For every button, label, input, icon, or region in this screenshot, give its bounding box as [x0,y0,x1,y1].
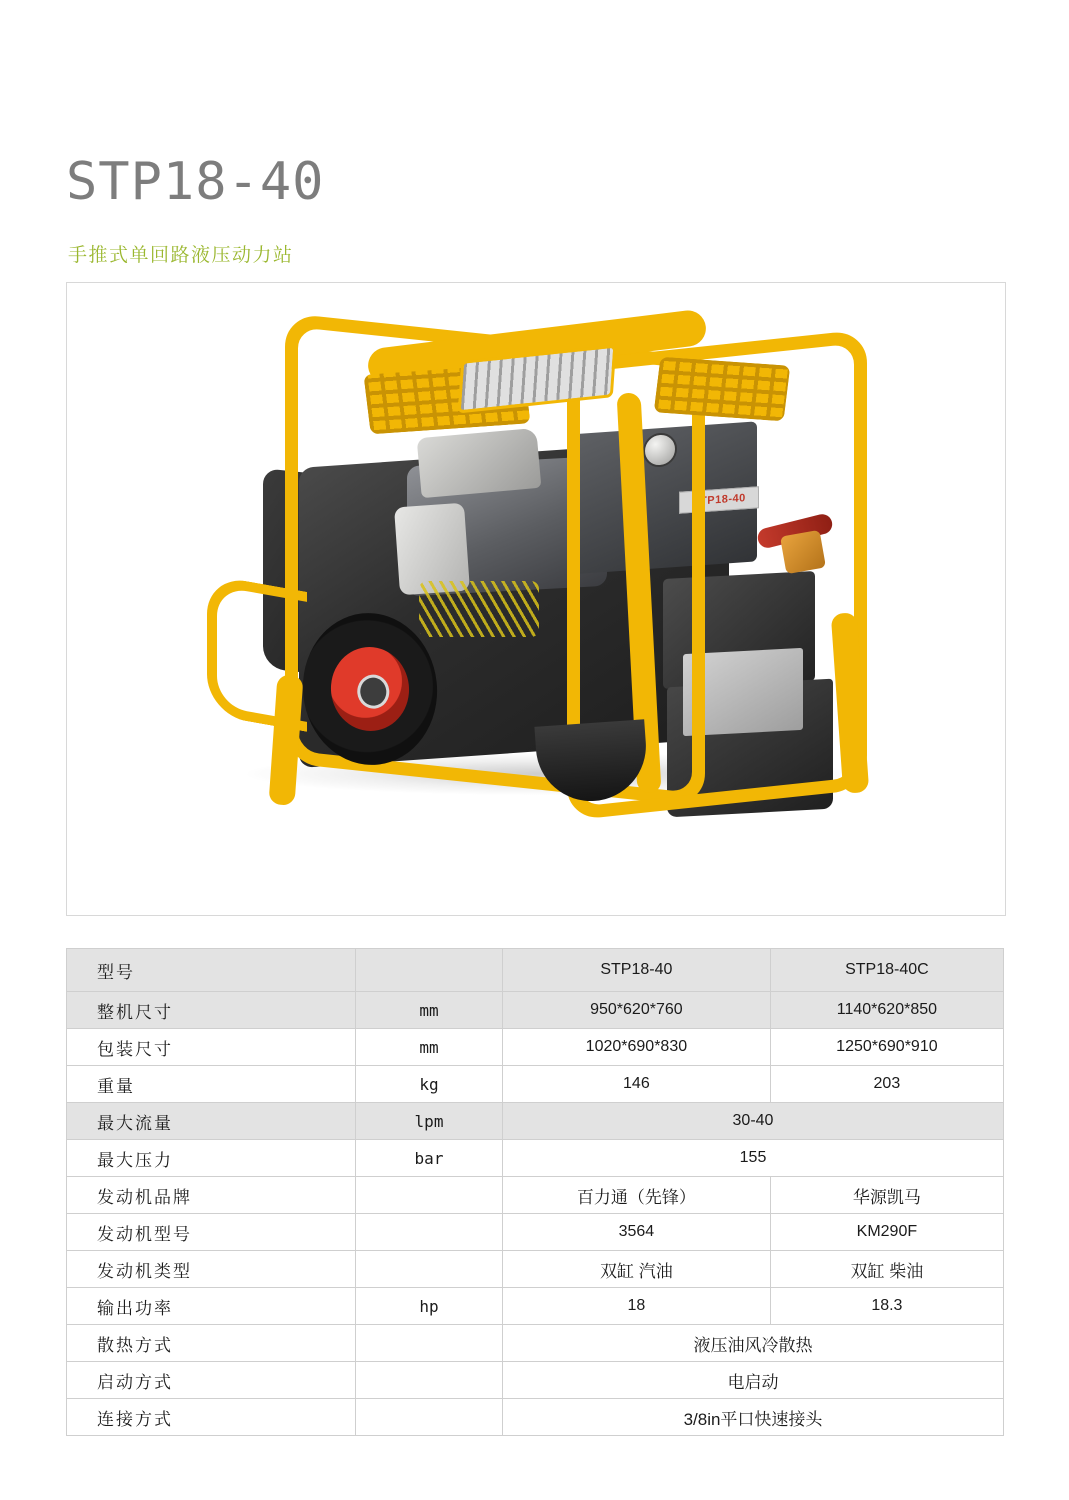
spec-label: 型号 [67,949,356,992]
spec-unit [356,1399,503,1436]
table-row [67,1325,1004,1362]
table-row [67,1214,1004,1251]
spec-label: 连接方式 [67,1399,356,1436]
spec-unit [356,1177,503,1214]
spec-label: 重量 [67,1066,356,1103]
spec-value-col2: 203 [770,1066,1003,1103]
page-subtitle: 手推式单回路液压动力站 [68,245,294,266]
spec-label: 包装尺寸 [67,1029,356,1066]
spec-label: 发动机品牌 [67,1177,356,1214]
spec-unit [356,949,503,992]
spec-value-shared: 155 [503,1140,1004,1177]
spec-value-col1: 146 [503,1066,771,1103]
spec-value-col2: 双缸 柴油 [770,1251,1003,1288]
spec-value-shared: 电启动 [503,1362,1004,1399]
spec-unit: hp [356,1288,503,1325]
spec-value-col2: 华源凯马 [770,1177,1003,1214]
spec-unit: bar [356,1140,503,1177]
table-row [67,1399,1004,1436]
spec-label: 发动机型号 [67,1214,356,1251]
spec-label: 输出功率 [67,1288,356,1325]
spec-label: 发动机类型 [67,1251,356,1288]
spec-value-col1: 18 [503,1288,771,1325]
spec-label: 散热方式 [67,1325,356,1362]
table-row [67,1103,1004,1140]
table-row [67,1288,1004,1325]
table-row [67,1362,1004,1399]
spec-unit [356,1362,503,1399]
spec-label: 启动方式 [67,1362,356,1399]
product-photo [67,283,1005,915]
table-row [67,949,1004,992]
vent-mesh-right [654,357,791,422]
page-title: STP18-40 [66,152,325,212]
model-badge: STP18-40 [679,486,759,514]
spec-label: 最大流量 [67,1103,356,1140]
spec-value-col1: 3564 [503,1214,771,1251]
spec-value-shared: 液压油风冷散热 [503,1325,1004,1362]
table-row [67,1140,1004,1177]
spec-value-col1: STP18-40 [503,949,771,992]
spec-value-col2: STP18-40C [770,949,1003,992]
spec-value-shared: 30-40 [503,1103,1004,1140]
spec-value-col1: 1020*690*830 [503,1029,771,1066]
table-row [67,1177,1004,1214]
spec-value-col1: 950*620*760 [503,992,771,1029]
spec-unit [356,1325,503,1362]
spec-value-col2: 1250*690*910 [770,1029,1003,1066]
spec-value-shared: 3/8in平口快速接头 [503,1399,1004,1436]
spec-value-col1: 百力通（先锋） [503,1177,771,1214]
table-row [67,1251,1004,1288]
spec-value-col1: 双缸 汽油 [503,1251,771,1288]
spec-unit: mm [356,992,503,1029]
spec-value-col2: 1140*620*850 [770,992,1003,1029]
spec-unit: lpm [356,1103,503,1140]
spec-label: 最大压力 [67,1140,356,1177]
spec-unit [356,1251,503,1288]
spec-unit: kg [356,1066,503,1103]
spec-label: 整机尺寸 [67,992,356,1029]
product-photo-frame [66,282,1006,916]
spec-value-col2: KM290F [770,1214,1003,1251]
spec-unit [356,1214,503,1251]
table-row [67,992,1004,1029]
spec-value-col2: 18.3 [770,1288,1003,1325]
table-row [67,1029,1004,1066]
spec-unit: mm [356,1029,503,1066]
specification-table [66,948,1004,1436]
table-row [67,1066,1004,1103]
